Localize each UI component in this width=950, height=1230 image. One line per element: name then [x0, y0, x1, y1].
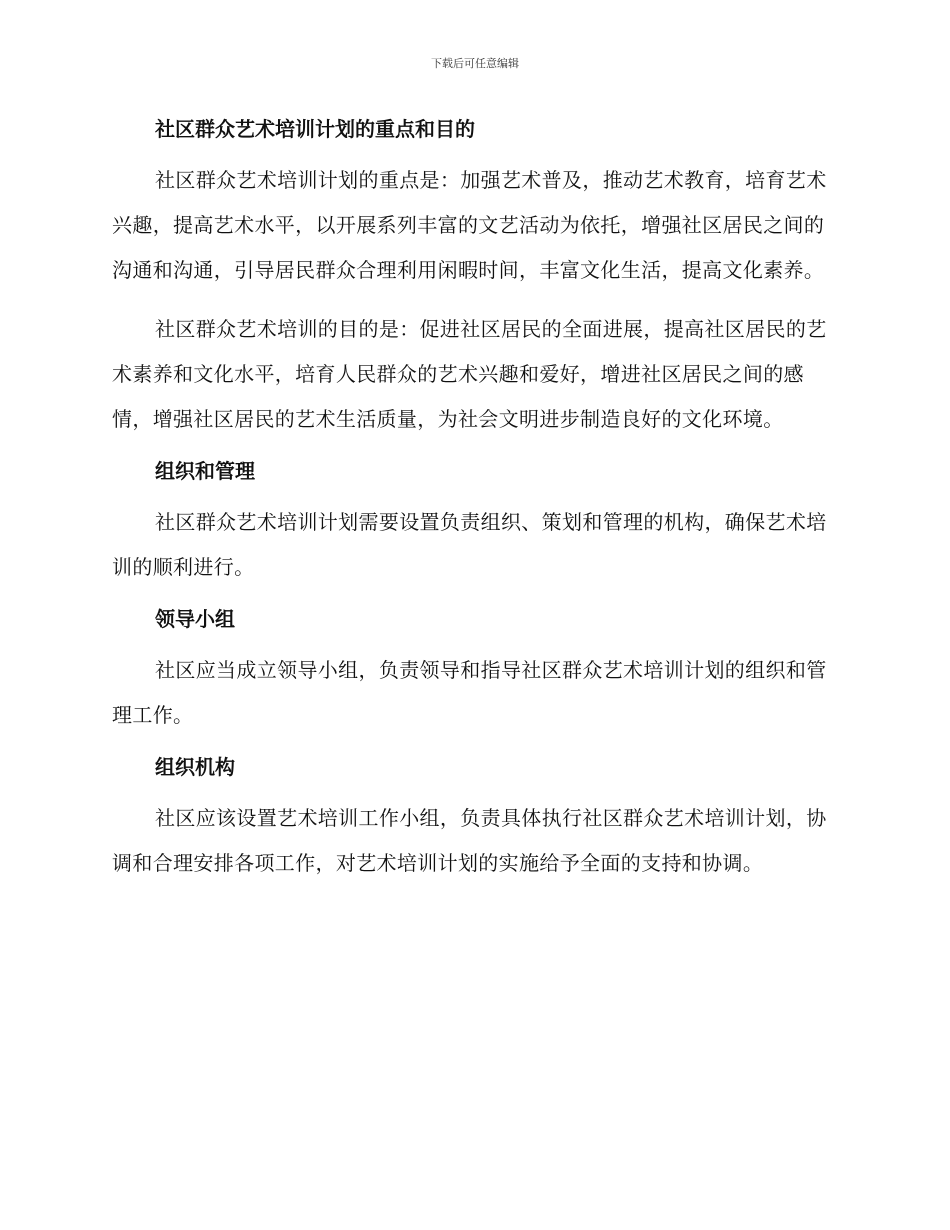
section-heading-organization-structure: 组织机构: [155, 755, 235, 779]
paragraph-focus: 社区群众艺术培训计划的重点是：加强艺术普及，推动艺术教育，培育艺术兴趣，提高艺术水平，以开展系列丰富的文艺活动为依托，增强社区居民之间的沟通和沟通，引导居民群众合理利用闲暇时间，丰富文化生活，提高文化素养。: [112, 168, 827, 282]
section-heading-organization: 组织和管理: [155, 459, 255, 483]
section-heading-focus-and-purpose: 社区群众艺术培训计划的重点和目的: [155, 117, 475, 141]
document-body: [112, 114, 832, 900]
paragraph-organization-structure: 社区应该设置艺术培训工作小组，负责具体执行社区群众艺术培训计划，协调和合理安排各项工作，对艺术培训计划的实施给予全面的支持和协调。: [112, 806, 827, 875]
page-header: 下载后可任意编辑: [431, 57, 519, 70]
paragraph-leadership-group: 社区应当成立领导小组，负责领导和指导社区群众艺术培训计划的组织和管理工作。: [112, 658, 827, 727]
paragraph-purpose: 社区群众艺术培训的目的是：促进社区居民的全面进展，提高社区居民的艺术素养和文化水平，培育人民群众的艺术兴趣和爱好，增进社区居民之间的感情，增强社区居民的艺术生活质量，为社会文明进步制造良好的文化环境。: [112, 317, 827, 431]
paragraph-organization: 社区群众艺术培训计划需要设置负责组织、策划和管理的机构，确保艺术培训的顺利进行。: [112, 510, 827, 579]
section-heading-leadership-group: 领导小组: [155, 607, 235, 631]
